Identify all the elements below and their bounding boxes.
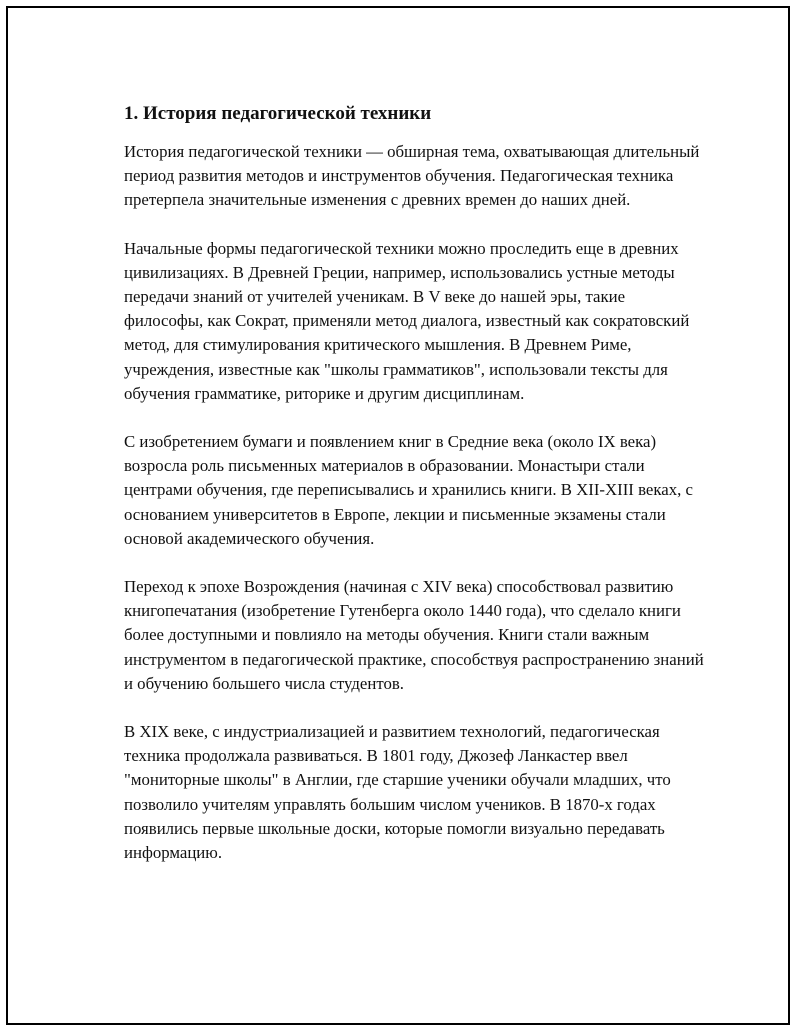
section-title: 1. История педагогической техники [124, 103, 432, 124]
paragraph-renaissance: Переход к эпохе Возрождения (начиная с XIV века) способствовал развитию книгопечатания (изобретение Гутенберга около 1440 года), что сделало книги более доступными и повлияло на методы обучения. Книги стали важным инструментом в педагогической практике, способствуя распространению знаний и обучению большего числа студентов. [124, 577, 704, 693]
paragraph-middle-ages: С изобретением бумаги и появлением книг в Средние века (около IX века) возросла роль письменных материалов в образовании. Монастыри стали центрами обучения, где переписывались и хранились книги. В XII-XIII веках, с основанием университетов в Европе, лекции и письменные экзамены стали основой академического обучения. [124, 432, 693, 548]
paragraph-ancient-forms: Начальные формы педагогической техники можно проследить еще в древних цивилизациях. В Древней Греции, например, использовались устные методы передачи знаний от учителей ученикам. В V веке до нашей эры, такие философы, как Сократ, применяли метод диалога, известный как сократовский метод, для стимулирования критического мышления. В Древнем Риме, учреждения, известные как "школы грамматиков", использовали тексты для обучения грамматике, риторике и другим дисциплинам. [124, 238, 690, 403]
paragraph-nineteenth-century: В XIX веке, с индустриализацией и развитием технологий, педагогическая техника продолжала развиваться. В 1801 году, Джозеф Ланкастер ввел "мониторные школы" в Англии, где старшие ученики обучали младших, что позволило учителям управлять большим числом учеников. В 1870-х годах появились первые школьные доски, которые помогли визуально передавать информацию. [124, 722, 671, 863]
page-frame [6, 6, 790, 1025]
paragraph-intro: История педагогической техники — обширная тема, охватывающая длительный период развития методов и инструментов обучения. Педагогическая техника претерпела значительные изменения с древних времен до наших дней. [124, 142, 700, 210]
document-body [124, 102, 704, 889]
